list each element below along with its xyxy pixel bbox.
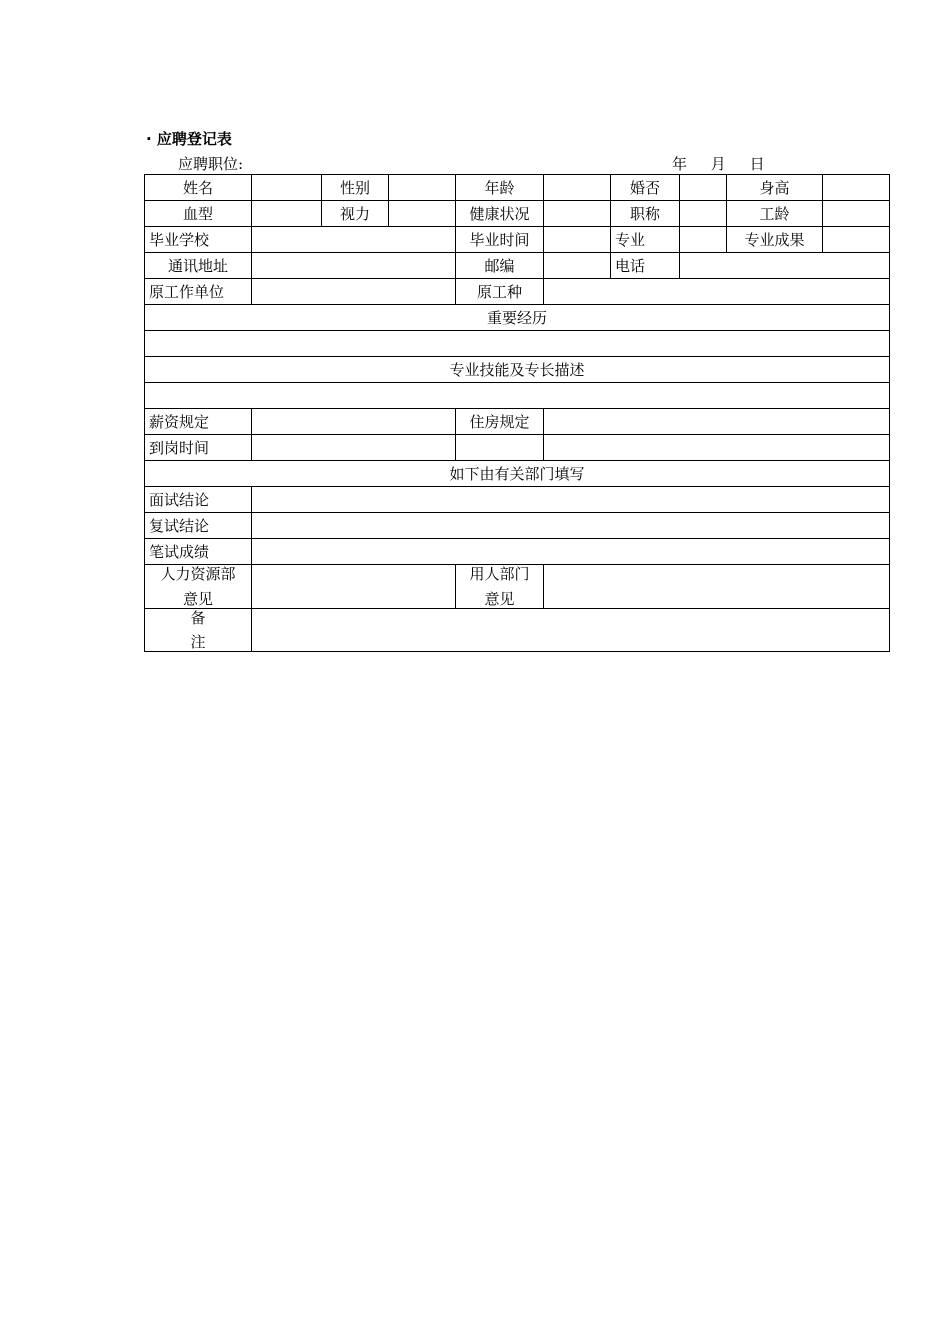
label-marital: 婚否 — [611, 175, 680, 201]
label-phone: 电话 — [611, 253, 680, 279]
field-written[interactable] — [252, 539, 890, 565]
label-written: 笔试成绩 — [145, 539, 252, 565]
label-major: 专业 — [611, 227, 680, 253]
field-name[interactable] — [252, 175, 322, 201]
table-row — [145, 383, 890, 409]
field-job-title[interactable] — [680, 201, 727, 227]
experience-header: 重要经历 — [145, 305, 890, 331]
label-seniority: 工龄 — [727, 201, 823, 227]
label-address: 通讯地址 — [145, 253, 252, 279]
field-blank-2[interactable] — [544, 435, 890, 461]
field-major[interactable] — [680, 227, 727, 253]
label-blood-type: 血型 — [145, 201, 252, 227]
field-age[interactable] — [544, 175, 611, 201]
date-row — [672, 153, 784, 174]
position-label: 应聘职位: — [178, 155, 244, 173]
date-year: 年 — [672, 155, 688, 173]
label-housing: 住房规定 — [456, 409, 544, 435]
field-hr-opinion[interactable] — [252, 565, 456, 609]
field-school[interactable] — [252, 227, 456, 253]
label-re-interview: 复试结论 — [145, 513, 252, 539]
label-hr-opinion — [145, 565, 252, 609]
table-row — [145, 435, 890, 461]
table-row — [145, 461, 890, 487]
label-interview: 面试结论 — [145, 487, 252, 513]
label-arrival: 到岗时间 — [145, 435, 252, 461]
table-row — [145, 227, 890, 253]
date-month: 月 — [710, 155, 726, 173]
experience-area[interactable] — [145, 331, 890, 357]
table-row — [145, 539, 890, 565]
field-address[interactable] — [252, 253, 456, 279]
hr-opinion-line2: 意见 — [182, 590, 213, 608]
dept-fill-header: 如下由有关部门填写 — [145, 461, 890, 487]
label-achievements: 专业成果 — [727, 227, 823, 253]
table-row — [145, 331, 890, 357]
table-row — [145, 609, 890, 652]
field-prev-employer[interactable] — [252, 279, 456, 305]
label-grad-time: 毕业时间 — [456, 227, 544, 253]
table-row — [145, 487, 890, 513]
table-row — [145, 253, 890, 279]
field-achievements[interactable] — [823, 227, 890, 253]
dept-opinion-line2: 意见 — [484, 590, 515, 608]
remark-line2: 注 — [190, 633, 206, 651]
label-height: 身高 — [727, 175, 823, 201]
field-postcode[interactable] — [544, 253, 611, 279]
field-gender[interactable] — [389, 175, 456, 201]
table-row — [145, 305, 890, 331]
label-health: 健康状况 — [456, 201, 544, 227]
field-housing[interactable] — [544, 409, 890, 435]
table-row — [145, 409, 890, 435]
field-re-interview[interactable] — [252, 513, 890, 539]
field-grad-time[interactable] — [544, 227, 611, 253]
label-age: 年龄 — [456, 175, 544, 201]
dept-opinion-line1: 用人部门 — [469, 565, 530, 583]
date-day: 日 — [749, 155, 765, 173]
hr-opinion-line1: 人力资源部 — [160, 565, 236, 583]
table-row — [145, 201, 890, 227]
table-row — [145, 175, 890, 201]
label-job-title: 职称 — [611, 201, 680, 227]
label-name: 姓名 — [145, 175, 252, 201]
field-prev-job[interactable] — [544, 279, 890, 305]
field-blood-type[interactable] — [252, 201, 322, 227]
field-remark[interactable] — [252, 609, 890, 652]
remark-line1: 备 — [190, 609, 206, 627]
label-postcode: 邮编 — [456, 253, 544, 279]
field-salary[interactable] — [252, 409, 456, 435]
skills-area[interactable] — [145, 383, 890, 409]
field-health[interactable] — [544, 201, 611, 227]
form-title: · 应聘登记表 — [146, 130, 232, 148]
field-vision[interactable] — [389, 201, 456, 227]
table-row — [145, 357, 890, 383]
label-vision: 视力 — [322, 201, 389, 227]
label-gender: 性别 — [322, 175, 389, 201]
field-blank[interactable] — [456, 435, 544, 461]
field-phone[interactable] — [680, 253, 890, 279]
label-school: 毕业学校 — [145, 227, 252, 253]
table-row — [145, 513, 890, 539]
label-remark — [145, 609, 252, 652]
label-salary: 薪资规定 — [145, 409, 252, 435]
field-seniority[interactable] — [823, 201, 890, 227]
field-height[interactable] — [823, 175, 890, 201]
field-dept-opinion[interactable] — [544, 565, 890, 609]
table-row — [145, 279, 890, 305]
label-dept-opinion — [456, 565, 544, 609]
field-interview[interactable] — [252, 487, 890, 513]
field-marital[interactable] — [680, 175, 727, 201]
label-prev-employer: 原工作单位 — [145, 279, 252, 305]
field-arrival[interactable] — [252, 435, 456, 461]
label-prev-job: 原工种 — [456, 279, 544, 305]
table-row — [145, 565, 890, 609]
skills-header: 专业技能及专长描述 — [145, 357, 890, 383]
registration-table — [144, 174, 890, 652]
